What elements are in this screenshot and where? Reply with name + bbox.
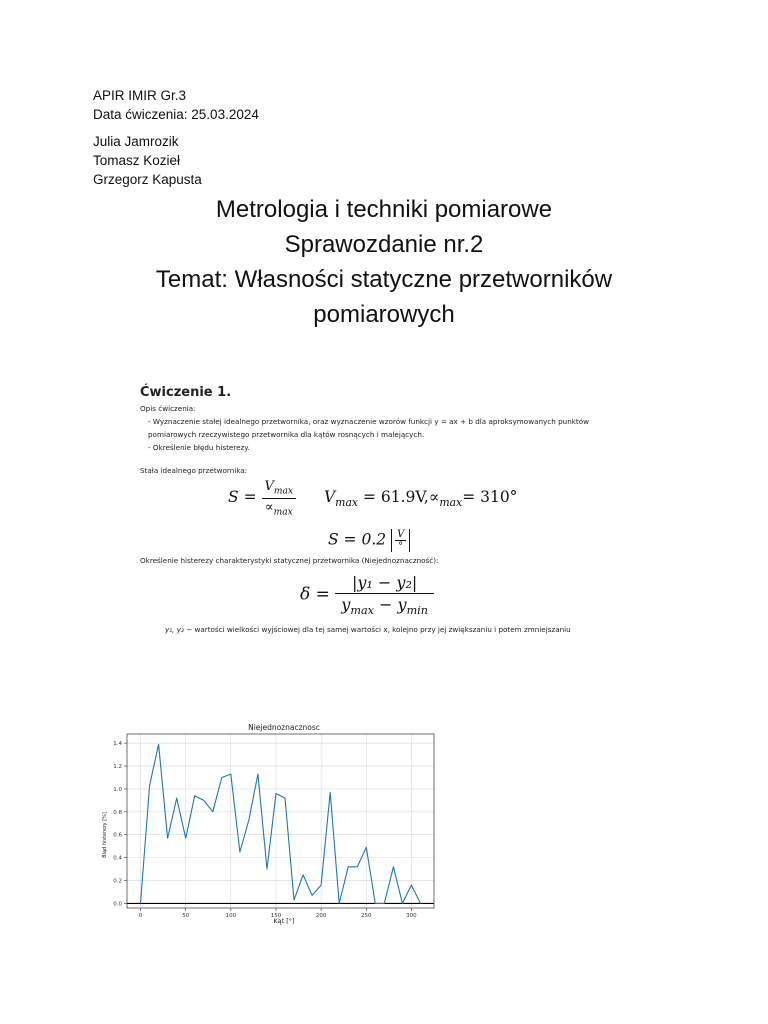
s-unit-bracket [391, 529, 410, 552]
note-text: wartości wielkości wyjściowej dla tej samej wartości x, kolejno przy jej zwiększaniu i potem zmniejszaniu [194, 625, 571, 635]
data-point [249, 820, 250, 821]
x-tick-label: 100 [225, 913, 237, 919]
delta-num: |y₁ − y₂| [335, 573, 434, 594]
data-point [240, 852, 241, 853]
data-point [176, 798, 177, 799]
data-point [357, 866, 358, 867]
data-point [285, 798, 286, 799]
data-point [321, 885, 322, 886]
header-spacer [93, 124, 259, 132]
delta-den-sub1: max [350, 604, 374, 618]
data-point [212, 812, 213, 813]
data-point [375, 903, 376, 904]
author-2: Tomasz Kozieł [93, 153, 181, 168]
chart-xlabel: Kąt [°] [273, 917, 295, 925]
y-tick-label: 0.6 [113, 832, 122, 839]
data-point [339, 903, 340, 904]
vmax-sub: max [335, 496, 359, 510]
amax-value: = 310° [462, 488, 518, 507]
delta-den-mid: − y [373, 595, 407, 615]
data-point [411, 885, 412, 886]
x-tick-label: 150 [270, 913, 282, 919]
exercise-date: Data ćwiczenia: 25.03.2024 [93, 107, 259, 122]
topic-line-1: Temat: Własności statyczne przetworników [155, 266, 613, 293]
formula-s-fraction [262, 479, 297, 517]
data-point [348, 866, 349, 867]
formula-s-den: ∝ [264, 499, 274, 515]
delta-den-y1: y [341, 595, 351, 615]
formula-sensitivity-value [140, 529, 660, 552]
group-label: APIR IMIR Gr.3 [93, 88, 187, 103]
s-unit-num: V [397, 529, 405, 541]
exercise-title: Ćwiczenie 1. [140, 385, 232, 400]
delta-lhs: δ = [300, 584, 330, 605]
formula-hysteresis [140, 573, 660, 617]
y-tick-label: 1.2 [113, 764, 122, 771]
y-tick-label: 0.4 [113, 855, 122, 862]
description-bullet-1-cont: pomiarowych rzeczywistego przetwornika dla kątów rosnących i malejących. [148, 430, 425, 439]
data-point [194, 796, 195, 797]
formula-s-num-sub: max [273, 486, 294, 497]
data-point [402, 903, 403, 904]
data-point [393, 866, 394, 867]
document-header [93, 86, 259, 189]
vmax-name: V [323, 488, 336, 507]
chart-svg [97, 718, 442, 928]
formula-sensitivity [140, 479, 660, 517]
x-tick-label: 200 [315, 913, 327, 919]
data-point [384, 903, 385, 904]
data-point [420, 903, 421, 904]
data-point [203, 800, 204, 801]
data-point [222, 777, 223, 778]
amax-name: ∝ [428, 488, 440, 507]
y-tick-label: 1.4 [113, 741, 122, 748]
formula-s-lhs: S [228, 488, 239, 507]
description-label: Opis ćwiczenia: [140, 404, 196, 413]
formula-s-den-sub: max [273, 507, 293, 518]
data-point [231, 774, 232, 775]
x-tick-label: 50 [182, 913, 190, 919]
hysteresis-chart [97, 718, 442, 928]
data-point [267, 869, 268, 870]
topic-line-2: pomiarowych [313, 301, 455, 328]
s-value: S = 0.2 [328, 530, 387, 549]
plot-area [127, 734, 434, 908]
hysteresis-label: Określenie histerezy charakterystyki statycznej przetwornika (Niejednoznaczność): [140, 556, 439, 566]
s-unit-den: ° [398, 541, 404, 553]
data-point [149, 785, 150, 786]
vmax-value: = 61.9V, [362, 488, 429, 507]
data-point [312, 895, 313, 896]
note-symbols: y₁, y₂ − [165, 625, 193, 635]
x-tick-label: 300 [406, 913, 417, 919]
description-bullet-1: - Wyznaczenie stałej idealnego przetwornika, oraz wyznaczenie wzorów funkcji y = ax + b dla aproksymowanych punktów [148, 417, 590, 426]
data-point [303, 875, 304, 876]
x-tick-label: 250 [361, 913, 372, 919]
data-point [294, 900, 295, 901]
data-point [167, 838, 168, 839]
amax-sub: max [439, 496, 463, 510]
data-point [158, 744, 159, 745]
y-tick-label: 0.0 [113, 901, 122, 908]
data-point [366, 847, 367, 848]
formula-s-num: V [264, 479, 274, 494]
data-point [185, 838, 186, 839]
delta-den-sub2: min [406, 604, 428, 618]
description-bullet-2: - Określenie błędu histerezy. [148, 443, 250, 452]
constant-label: Stała idealnego przetwornika: [140, 466, 248, 475]
document-title-block [0, 192, 768, 332]
x-tick-label: 0 [138, 913, 143, 919]
data-point [258, 774, 259, 775]
data-point [140, 903, 141, 904]
author-3: Grzegorz Kapusta [93, 172, 202, 187]
y-tick-label: 1.0 [113, 786, 122, 793]
symbol-note [140, 623, 660, 636]
delta-fraction [335, 573, 434, 617]
chart-title: Niejednoznacznosc [248, 723, 320, 732]
exercise-section [140, 385, 660, 636]
y-tick-label: 0.8 [113, 809, 122, 816]
author-1: Julia Jamrozik [93, 134, 179, 149]
y-tick-label: 0.2 [113, 878, 122, 885]
report-number: Sprawozdanie nr.2 [284, 231, 484, 258]
course-title: Metrologia i techniki pomiarowe [215, 196, 553, 223]
chart-ylabel: Błąd histerezy [%] [102, 812, 108, 858]
formula-s-eq: = [243, 488, 257, 507]
data-point [276, 793, 277, 794]
data-point [330, 792, 331, 793]
